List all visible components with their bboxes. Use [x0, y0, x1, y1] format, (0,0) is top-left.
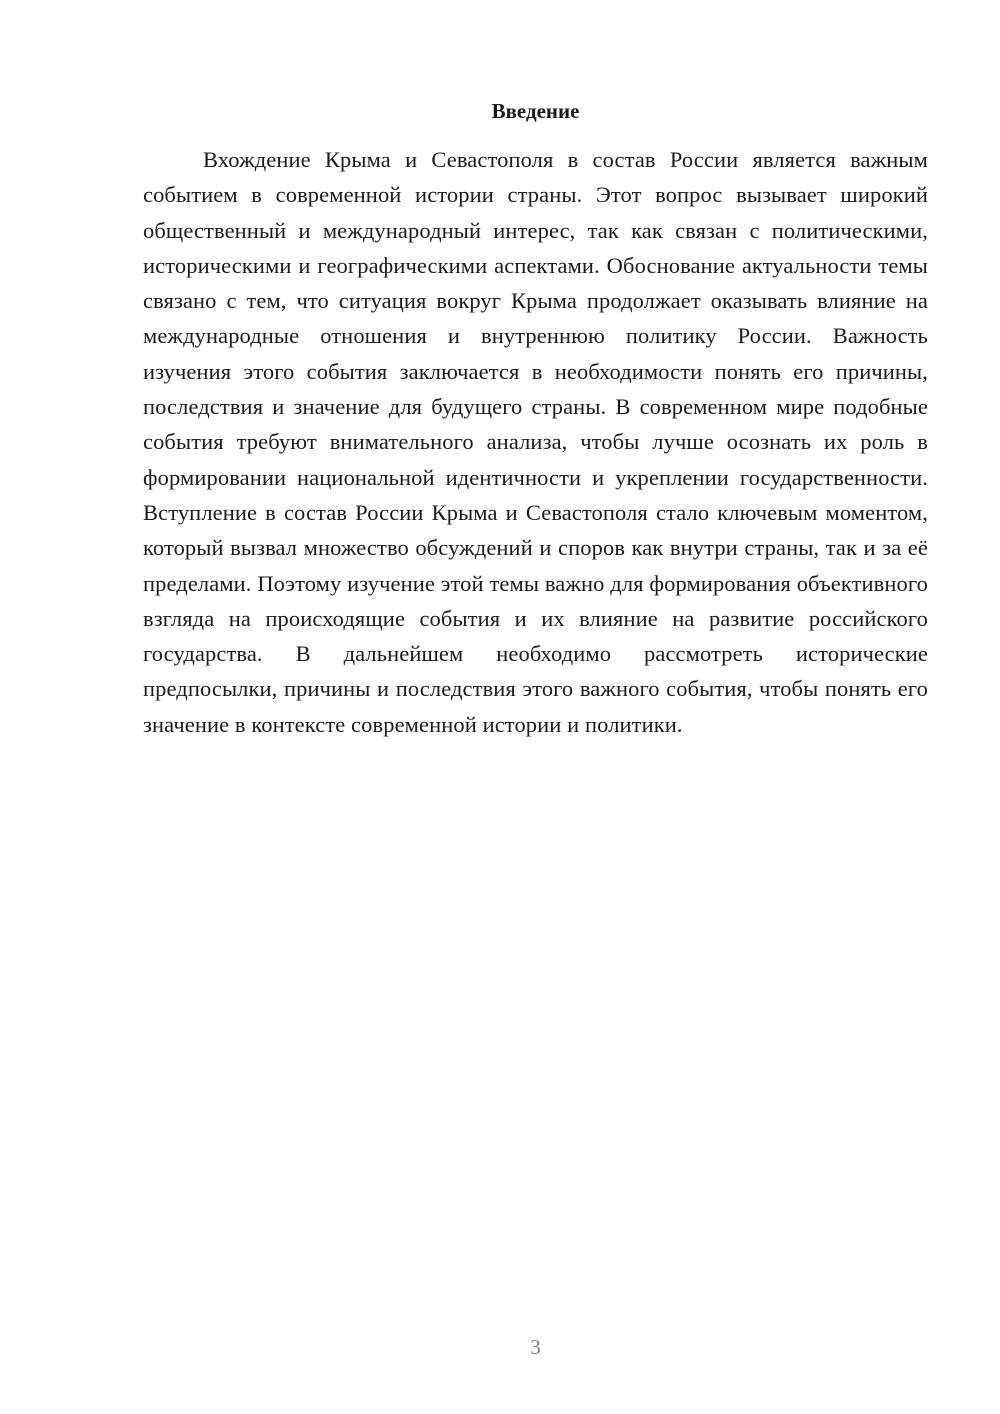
page-number: 3 — [530, 1335, 541, 1359]
body-paragraph: Вхождение Крыма и Севастополя в состав России является важным событием в современной истории страны. Этот вопрос вызывает широкий общественный и международный интерес, так как связан с политическими, историческими и географическими аспектами. Обоснование актуальности темы связано с тем, что ситуация вокруг Крыма продолжает оказывать влияние на международные отношения и внутреннюю политику России. Важность изучения этого события заключается в необходимости понять его причины, последствия и значение для будущего страны. В современном мире подобные события требуют внимательного анализа, чтобы лучше осознать их роль в формировании национальной идентичности и укреплении государственности. Вступление в состав России Крыма и Севастополя стало ключевым моментом, который вызвал множество обсуждений и споров как внутри страны, так и за её пределами. Поэтому изучение этой темы важно для формирования объективного взгляда на происходящие события и их влияние на развитие российского государства. В дальнейшем необходимо рассмотреть исторические предпосылки, причины и последствия этого важного события, чтобы понять его значение в контексте современной истории и политики. — [143, 147, 928, 737]
section-heading: Введение — [491, 99, 580, 123]
